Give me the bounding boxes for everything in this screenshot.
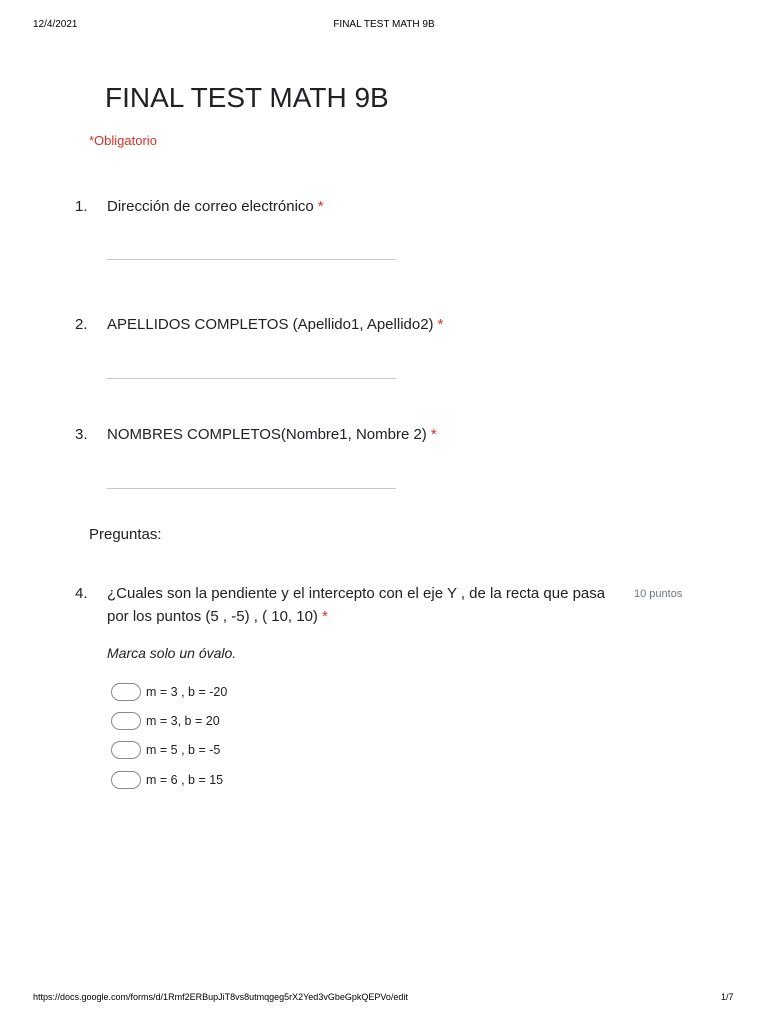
instruction-hint: Marca solo un óvalo. — [107, 645, 237, 661]
option-4[interactable] — [111, 770, 223, 790]
question-text — [107, 313, 443, 336]
question-label: Dirección de correo electrónico — [107, 198, 314, 215]
print-header-title: FINAL TEST MATH 9B — [333, 19, 435, 30]
option-2[interactable] — [111, 711, 220, 731]
question-number: 1. — [75, 198, 88, 215]
option-1[interactable] — [111, 682, 227, 702]
radio-oval[interactable] — [111, 741, 141, 759]
form-title: FINAL TEST MATH 9B — [105, 82, 389, 113]
question-label: ¿Cuales son la pendiente y el intercepto con el eje Y , de la recta que pasa por los puntos (5 , -5) , ( 10, 10) — [107, 585, 606, 625]
print-date: 12/4/2021 — [33, 19, 78, 30]
radio-oval[interactable] — [111, 712, 141, 730]
footer-url: https://docs.google.com/forms/d/1Rmf2ERBupJiT8vs8utmqgeg5rX2Yed3vGbeGpkQEPVo/edit — [33, 992, 408, 1002]
question-2 — [75, 313, 675, 337]
question-number: 3. — [75, 426, 88, 443]
question-number: 4. — [75, 585, 88, 602]
option-label: m = 3, b = 20 — [146, 714, 220, 728]
option-label: m = 5 , b = -5 — [146, 743, 221, 757]
question-3 — [75, 423, 675, 447]
email-answer-field[interactable] — [107, 259, 396, 260]
points-label: 10 puntos — [634, 588, 683, 600]
radio-oval[interactable] — [111, 683, 141, 701]
option-3[interactable] — [111, 740, 220, 760]
required-note: *Obligatorio — [89, 133, 157, 148]
question-text — [107, 195, 324, 218]
radio-oval[interactable] — [111, 771, 141, 789]
question-text — [107, 423, 437, 446]
question-1 — [75, 195, 675, 219]
required-star: * — [437, 316, 444, 333]
names-answer-field[interactable] — [107, 488, 396, 489]
question-label: APELLIDOS COMPLETOS (Apellido1, Apellido2) — [107, 316, 434, 333]
required-star: * — [317, 198, 324, 215]
section-label: Preguntas: — [89, 526, 162, 543]
page-number: 1/7 — [721, 992, 734, 1002]
required-star: * — [321, 608, 328, 625]
option-label: m = 6 , b = 15 — [146, 773, 224, 787]
question-number: 2. — [75, 316, 88, 333]
question-text — [107, 582, 617, 628]
option-label: m = 3 , b = -20 — [146, 685, 228, 699]
surnames-answer-field[interactable] — [107, 378, 396, 379]
required-star: * — [430, 426, 437, 443]
question-label: NOMBRES COMPLETOS(Nombre1, Nombre 2) — [107, 426, 427, 443]
